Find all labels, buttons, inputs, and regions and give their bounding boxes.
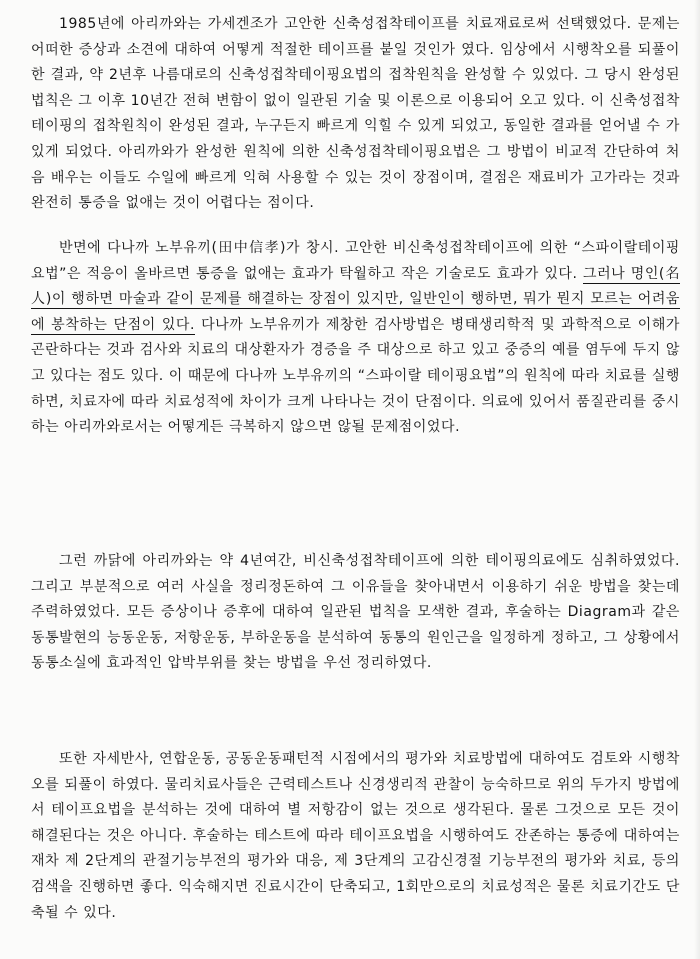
paragraph-1 bbox=[31, 12, 680, 217]
paragraph-3-text: 그런 까닭에 아리까와는 약 4년여간, 비신축성접착테이프에 의한 테이핑의료에도 심취하였었다. 그리고 부분적으로 여러 사실을 정리정돈하여 그 이유들을 찾아내면서 이용하기 쉬운 방법을 찾는데 주력하였었다. 모든 증상이나 증후에 대하여 일관된 법칙을 모색한 결과, 후술하는 Diagram과 같은 동통발현의 능동운동, 저항운동, 부하운동을 분석하여 동통의 원인근을 일정하게 정하고, 그 상황에서 동통소실에 효과적인 압박부위를 찾는 방법을 우선 정리하였다. bbox=[31, 553, 680, 672]
paragraph-2-text-before: 반면에 다나까 노부유끼(田中信孝)가 창시. 고안한 비신축성접착테이프에 의한 “스파이랄테이핑요법”은 적응이 올바르면 통증을 없애는 효과가 탁월하고 작은 기술로도 효과가 있다. bbox=[31, 240, 680, 282]
paragraph-2 bbox=[31, 236, 680, 441]
paragraph-4-text: 또한 자세반사, 연합운동, 공동운동패턴적 시점에서의 평가와 치료방법에 대하여도 검토와 시행착오를 되풀이 하였다. 물리치료사들은 근력테스트나 신경생리적 관찰이 능숙하므로 위의 두가지 방법에서 테이프요법을 분석하는 것에 대하여 별 저항감이 없는 것으로 생각된다. 물론 그것으로 모든 것이 해결된다는 것은 아니다. 후술하는 테스트에 따라 테이프요법을 시행하여도 잔존하는 통증에 대하여는 재차 제 2단계의 관절기능부전의 평가와 대응, 제 3단계의 고감신경절 기능부전의 평가와 치료, 등의 검색을 진행하면 좋다. 익숙해지면 진료시간이 단축되고, 1회만으로의 치료성적은 물론 치료기간도 단축될 수 있다. bbox=[31, 751, 680, 921]
paragraph-2-underlined-text: 그러나 명인(名人)이 행하면 마술과 같이 문제를 해결하는 장점이 있지만, 일반인이 행하면, 뭐가 뭔지 모르는 어려움에 봉착하는 단점이 있다. bbox=[31, 265, 680, 333]
paragraph-4 bbox=[31, 747, 680, 926]
paragraph-1-text: 1985년에 아리까와는 가세겐조가 고안한 신축성접착테이프를 치료재료로써 선택했었다. 문제는 어떠한 증상과 소견에 대하여 어떻게 적절한 테이프를 붙일 것인가 였다. 임상에서 시행착오를 되풀이 한 결과, 약 2년후 나름대로의 신축성접착테이핑요법의 접착원칙을 완성할 수 있었다. 그 당시 완성된 법칙은 그 이후 10년간 전혀 변함이 없이 일관된 기술 및 이론으로 이용되어 오고 있다. 이 신축성접착테이핑의 접착원칙이 완성된 결과, 누구든지 빠르게 익힐 수 있게 되었고, 동일한 결과를 얻어낼 수 가 있게 되었다. 아리까와가 완성한 원칙에 의한 신축성접착테이핑요법은 그 방법이 비교적 간단하여 처음 배우는 이들도 수일에 빠르게 익혀 사용할 수 있는 것이 장점이며, 결점은 재료비가 고가라는 것과 완전히 통증을 없애는 것이 어렵다는 점이다. bbox=[31, 16, 680, 212]
page-edge-shadow bbox=[694, 0, 700, 959]
paragraph-2-text-after: 다나까 노부유끼가 제창한 검사방법은 병태생리학적 및 과학적으로 이해가 곤란하다는 것과 검사와 치료의 대상환자가 경증을 주 대상으로 하고 있고 중증의 예를 염두에 두지 않고 있다는 점도 있다. 이 때문에 다나까 노부유끼의 “스파이랄 테이핑요법”의 원칙에 따라 치료를 실행하면, 치료자에 따라 치료성적에 차이가 크게 나타나는 것이 단점이다. 의료에 있어서 품질관리를 중시하는 아리까와로서는 어떻게든 극복하지 않으면 않될 문제점이었다. bbox=[31, 316, 680, 436]
paragraph-3 bbox=[31, 549, 680, 677]
